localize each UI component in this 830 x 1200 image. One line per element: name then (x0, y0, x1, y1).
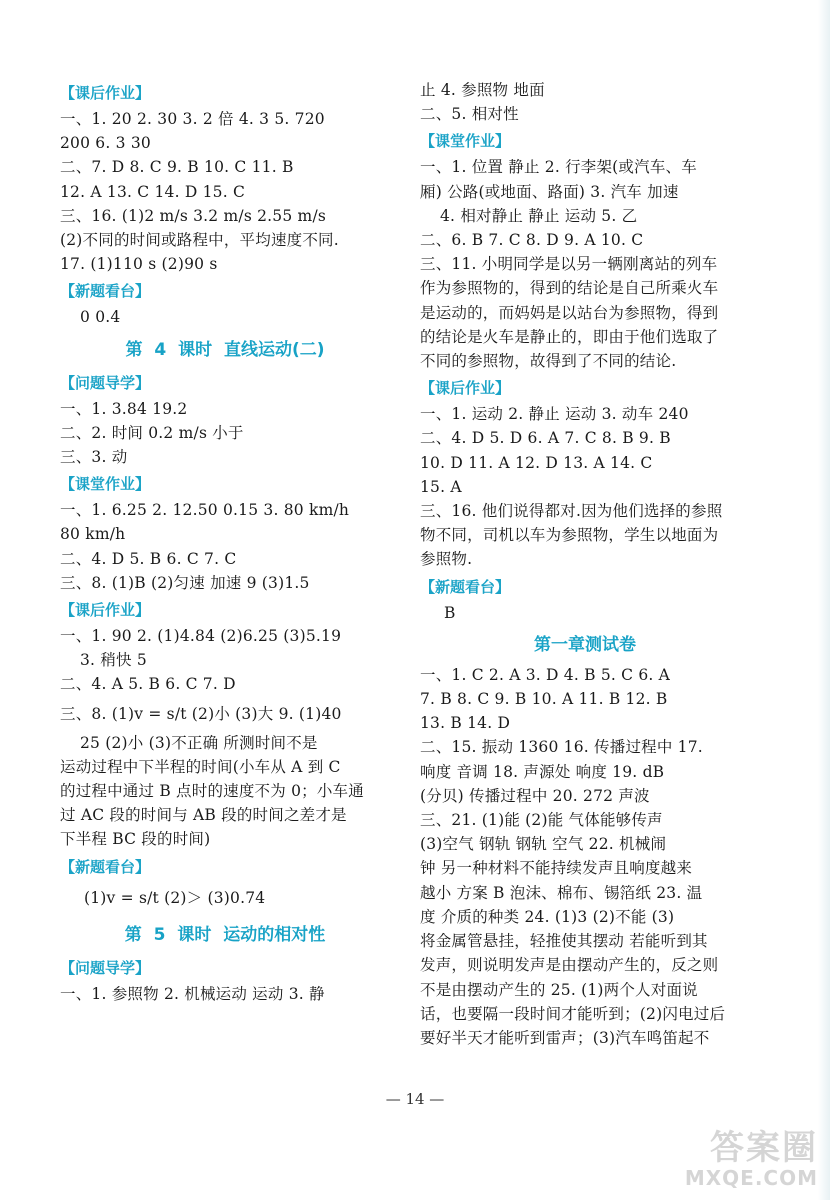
answer-line: 一、1. C 2. A 3. D 4. B 5. C 6. A (420, 665, 671, 684)
answer-line: 二、2. 时间 0.2 m/s 小于 (60, 423, 244, 442)
answer-line: (1)v = s/t (2)＞ (3)0.74 (84, 888, 266, 907)
answer-line: 的过程中通过 B 点时的速度不为 0；小车通 (60, 782, 364, 801)
answer-line: 三、3. 动 (60, 448, 128, 467)
section-tag-row (60, 595, 390, 624)
answer-line: 不同的参照物，故得到了不同的结论. (420, 352, 677, 371)
answer-line: 话，也要隔一段时间才能听到；(2)闪电过后 (420, 1004, 726, 1023)
section-tag: 【问题导学】 (60, 958, 151, 977)
answer-line: 一、1. 参照物 2. 机械运动 运动 3. 静 (60, 984, 325, 1003)
section-tag: 【课后作业】 (60, 601, 151, 620)
answer-line: 三、8. (1)v = s/t (2)小 (3)大 9. (1)40 (60, 704, 342, 723)
section-tag-row (420, 373, 750, 402)
section-tag-row (60, 78, 390, 107)
answer-line: 三、11. 小明同学是以另一辆刚离站的列车 (420, 255, 718, 274)
answer-line: 止 4. 参照物 地面 (420, 81, 545, 99)
answer-line: 10. D 11. A 12. D 13. A 14. C (420, 453, 653, 472)
answer-line: 过 AC 段的时间与 AB 段的时间之差才是 (60, 806, 347, 825)
answer-line: 下半程 BC 段的时间) (60, 830, 211, 849)
answer-line: 的结论是火车是静止的，即由于他们选取了 (420, 327, 719, 346)
answer-line: 发声，则说明发声是由摆动产生的，反之则 (420, 956, 719, 975)
answer-line: 作为参照物的，得到的结论是自己所乘火车 (420, 279, 719, 298)
answer-line: 是运动的，而妈妈是以站台为参照物，得到 (420, 303, 719, 322)
section-tag: 【新题看台】 (60, 857, 151, 876)
section-tag: 【课后作业】 (420, 379, 511, 398)
section-tag: 【课堂作业】 (60, 475, 151, 494)
answer-line: B (444, 603, 456, 622)
answer-line: 3. 稍快 5 (80, 651, 147, 670)
section-tag-row (60, 469, 390, 498)
section-tag: 【课后作业】 (60, 84, 151, 102)
answer-line: 一、1. 90 2. (1)4.84 (2)6.25 (3)5.19 (60, 627, 342, 646)
watermark-text: 答案圈 (710, 1128, 818, 1168)
answer-line: 越小 方案 B 泡沫、棉布、锡箔纸 23. 温 (420, 883, 703, 902)
answer-line: 要好半天才能听到雷声；(3)汽车鸣笛起不 (420, 1028, 710, 1047)
answer-line: 钟 另一种材料不能持续发声且响度越来 (420, 859, 693, 878)
answer-line: 二、4. D 5. B 6. C 7. C (60, 549, 237, 568)
watermark-url: MXQE.COM (684, 1166, 818, 1190)
left-column (60, 78, 390, 1006)
answer-line: 一、1. 运动 2. 静止 运动 3. 动车 240 (420, 405, 689, 424)
answer-line: (3)空气 钢轨 钢轨 空气 22. 机械闹 (420, 835, 667, 854)
answer-line: 二、4. D 5. D 6. A 7. C 8. B 9. B (420, 429, 671, 448)
answer-line: 13. B 14. D (420, 714, 511, 733)
section-tag-row (60, 953, 390, 982)
answer-line: 运动过程中下半程的时间(小车从 A 到 C (60, 757, 341, 776)
answer-line: 参照物. (420, 550, 473, 569)
answer-line: 二、4. A 5. B 6. C 7. D (60, 675, 236, 694)
lesson-title: 第一章测试卷 (534, 634, 636, 655)
answer-line: 三、16. (1)2 m/s 3.2 m/s 2.55 m/s (60, 206, 327, 225)
right-column (420, 78, 750, 1050)
page-number: — 14 — (385, 1090, 445, 1108)
section-tag-row (420, 126, 750, 155)
answer-line: 17. (1)110 s (2)90 s (60, 255, 218, 274)
lesson-title: 第 4 课时 直线运动(二) (125, 339, 325, 360)
answer-line: 二、6. B 7. C 8. D 9. A 10. C (420, 231, 644, 250)
answer-line: 物不同，司机以车为参照物，学生以地面为 (420, 526, 719, 545)
section-tag: 【新题看台】 (60, 282, 151, 301)
answer-line: 一、1. 3.84 19.2 (60, 399, 188, 418)
answer-line: 15. A (420, 477, 462, 496)
section-tag-row (60, 276, 390, 305)
answer-line: 一、1. 位置 静止 2. 行李架(或汽车、车 (420, 158, 697, 177)
answer-line: 度 介质的种类 24. (1)3 (2)不能 (3) (420, 907, 675, 926)
answer-line: 200 6. 3 30 (60, 134, 151, 153)
answer-line: 不是由摆动产生的 25. (1)两个人对面说 (420, 980, 698, 999)
section-tag-row (60, 852, 390, 881)
watermark-logo (668, 1120, 818, 1190)
answer-line: 二、15. 振动 1360 16. 传播过程中 17. (420, 738, 703, 757)
lesson-title: 第 5 课时 运动的相对性 (124, 924, 326, 945)
answer-line: 7. B 8. C 9. B 10. A 11. B 12. B (420, 690, 668, 709)
answer-line: 二、7. D 8. C 9. B 10. C 11. B (60, 158, 294, 177)
answer-line: 0 0.4 (80, 308, 121, 327)
answer-line: 12. A 13. C 14. D 15. C (60, 182, 246, 201)
answer-line: 三、16. 他们说得都对.因为他们选择的参照 (420, 502, 723, 521)
section-tag-row (60, 368, 390, 397)
section-tag: 【问题导学】 (60, 373, 151, 392)
answer-line: (分贝) 传播过程中 20. 272 声波 (420, 786, 650, 805)
answer-line: 三、8. (1)B (2)匀速 加速 9 (3)1.5 (60, 573, 310, 592)
answer-line: 一、1. 20 2. 30 3. 2 倍 4. 3 5. 720 (60, 110, 325, 128)
section-tag: 【课堂作业】 (420, 132, 511, 151)
page-edge-shadow (818, 0, 830, 1200)
answer-line: 25 (2)小 (3)不正确 所测时间不是 (80, 733, 318, 752)
answer-line: (2)不同的时间或路程中，平均速度不同. (60, 231, 339, 250)
answer-line: 将金属管悬挂，轻推使其摆动 若能听到其 (420, 932, 708, 951)
answer-line: 4. 相对静止 静止 运动 5. 乙 (440, 206, 638, 225)
answer-line: 一、1. 6.25 2. 12.50 0.15 3. 80 km/h (60, 501, 350, 520)
section-tag-row (420, 572, 750, 601)
answer-line: 三、21. (1)能 (2)能 气体能够传声 (420, 811, 663, 830)
answer-line: 响度 音调 18. 声源处 响度 19. dB (420, 762, 665, 781)
answer-line: 厢) 公路(或地面、路面) 3. 汽车 加速 (420, 182, 679, 201)
section-tag: 【新题看台】 (420, 577, 511, 596)
answer-line: 二、5. 相对性 (420, 105, 519, 124)
answer-line: 80 km/h (60, 525, 126, 544)
